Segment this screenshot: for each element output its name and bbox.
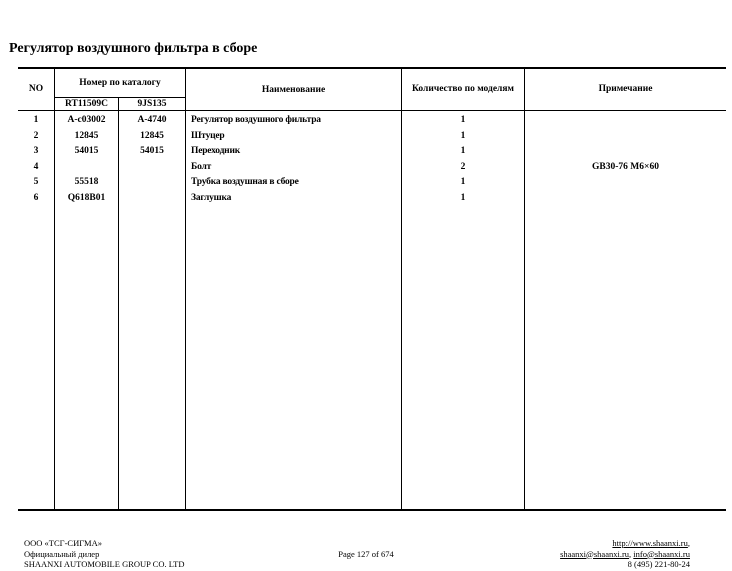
footer-dealer: Официальный дилер — [24, 548, 100, 559]
row-no: 6 — [33, 193, 39, 203]
row-qty: 2 — [460, 162, 466, 172]
footer-right: http://www.shaanxi.ru, shaanxi@shaanxi.ru, info@shaanxi.ru 8 (495) 221-80-24 — [560, 538, 690, 569]
row-no: 1 — [33, 115, 39, 125]
row-name: Регулятор воздушного фильтра — [191, 115, 321, 125]
row-note: GB30-76 M6×60 — [592, 162, 659, 172]
footer-email-link-1[interactable]: shaanxi@shaanxi.ru — [560, 548, 630, 559]
footer-group: SHAANXI AUTOMOBILE GROUP CO. LTD — [24, 559, 185, 569]
col-divider — [118, 97, 119, 509]
row-catalog-1: 55518 — [74, 177, 99, 187]
row-qty: 1 — [460, 146, 466, 156]
row-qty: 1 — [460, 115, 466, 125]
header-catalog-model-2: 9JS135 — [137, 99, 167, 109]
row-catalog-1: Q618B01 — [67, 193, 106, 203]
row-no: 2 — [33, 131, 39, 141]
row-qty: 1 — [460, 131, 466, 141]
header-bottom-line — [18, 110, 726, 111]
header-catalog-model-1: RT11509C — [65, 99, 108, 109]
footer-phone: 8 (495) 221-80-24 — [627, 559, 690, 569]
row-qty: 1 — [460, 193, 466, 203]
header-note: Примечание — [598, 84, 653, 94]
row-no: 3 — [33, 146, 39, 156]
col-divider — [524, 69, 525, 509]
col-divider — [185, 69, 186, 509]
row-catalog-2: A-4740 — [137, 115, 167, 125]
header-no: NO — [28, 84, 44, 94]
footer-website-link[interactable]: http://www.shaanxi.ru — [612, 538, 688, 548]
header-catalog: Номер по каталогу — [79, 78, 161, 88]
row-name: Заглушка — [191, 193, 232, 203]
page-title: Регулятор воздушного фильтра в сборе — [9, 41, 258, 56]
footer-page-number: Page 127 of 674 — [338, 549, 394, 559]
row-qty: 1 — [460, 177, 466, 187]
row-name: Штуцер — [191, 131, 225, 141]
row-catalog-1: A-c03002 — [67, 115, 106, 125]
row-name: Переходник — [191, 146, 241, 156]
row-catalog-1: 12845 — [74, 131, 99, 141]
row-catalog-1: 54015 — [74, 146, 99, 156]
row-catalog-2: 12845 — [140, 131, 164, 141]
parts-table — [18, 67, 726, 511]
footer-company: ООО «ТСГ-СИГМА» — [24, 538, 102, 548]
row-name: Болт — [191, 162, 212, 172]
header-name: Наименование — [261, 85, 326, 95]
row-name: Трубка воздушная в сборе — [191, 177, 299, 187]
header-qty: Количество по моделям — [412, 84, 514, 94]
row-no: 5 — [33, 177, 39, 187]
row-catalog-2: 54015 — [140, 146, 164, 156]
row-no: 4 — [33, 162, 39, 172]
footer-email-link-2[interactable]: info@shaanxi.ru — [633, 548, 690, 559]
